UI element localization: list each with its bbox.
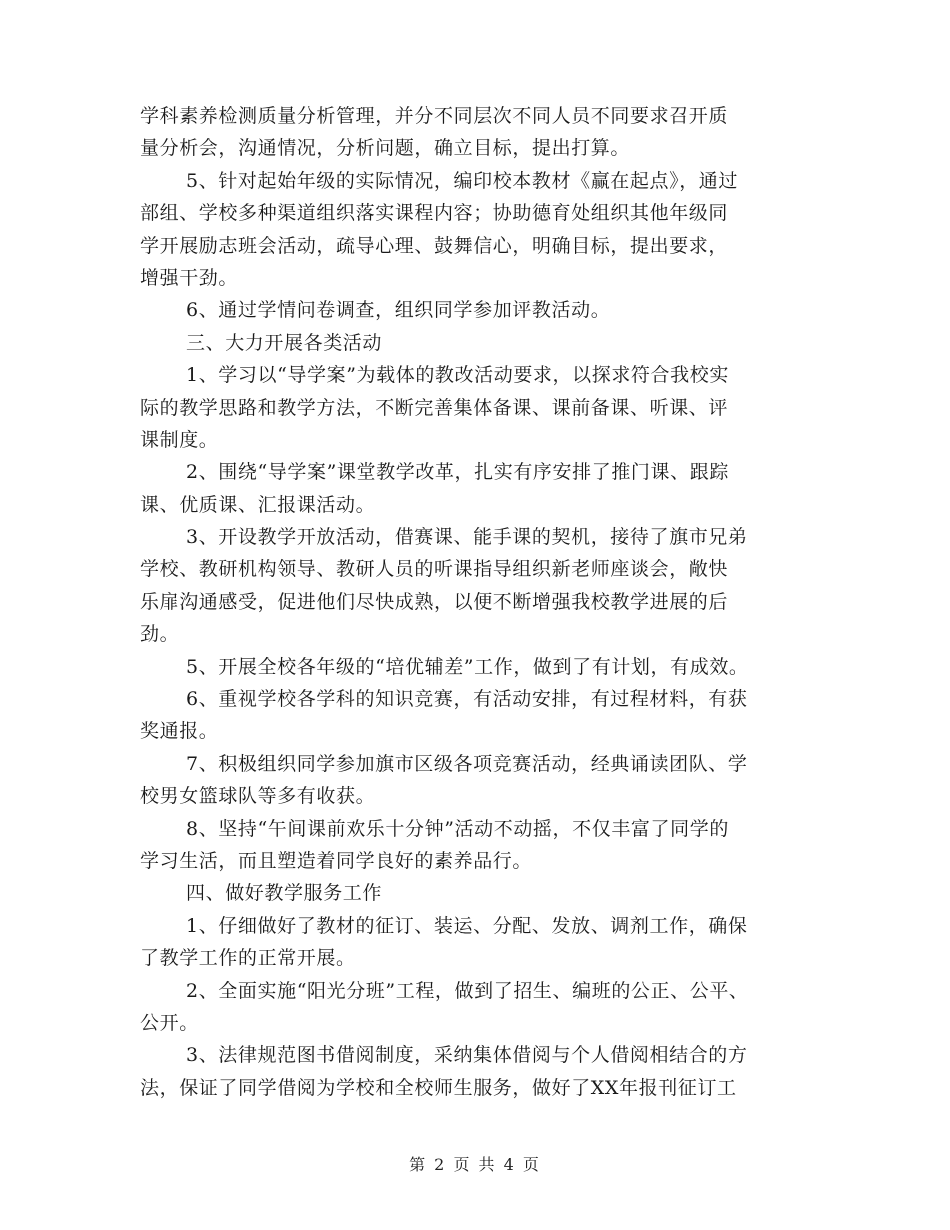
text-line: 8、坚持“午间课前欢乐十分钟”活动不动摇，不仅丰富了同学的 [186, 817, 729, 840]
text-line: 2、围绕“导学案”课堂教学改革，扎实有序安排了推门课、跟踪 [186, 461, 729, 484]
text-line: 5、开展全校各年级的“培优辅差”工作，做到了有计划，有成效。 [186, 655, 749, 678]
text-line: 课制度。 [140, 428, 219, 451]
text-line: 法，保证了同学借阅为学校和全校师生服务，做好了XX年报刊征订工 [140, 1076, 737, 1099]
text-line: 学校、教研机构领导、教研人员的听课指导组织新老师座谈会，敞快 [140, 558, 729, 581]
text-line: 量分析会，沟通情况，分析问题，确立目标，提出打算。 [140, 137, 631, 160]
text-line: 增强干劲。 [140, 266, 239, 289]
text-line: 3、法律规范图书借阅制度，采纳集体借阅与个人借阅相结合的方 [186, 1044, 748, 1067]
text-line: 部组、学校多种渠道组织落实课程内容；协助德育处组织其他年级同 [140, 202, 729, 225]
text-line: 3、开设教学开放活动，借赛课、能手课的契机，接待了旗市兄弟 [186, 526, 748, 549]
text-line: 学科素养检测质量分析管理，并分不同层次不同人员不同要求召开质 [140, 105, 729, 127]
text-line: 了教学工作的正常开展。 [140, 947, 356, 970]
text-line: 学习生活，而且塑造着同学良好的素养品行。 [140, 849, 533, 872]
text-line: 劲。 [140, 623, 180, 646]
text-line: 三、大力开展各类活动 [186, 331, 383, 354]
text-line: 2、全面实施“阳光分班”工程，做到了招生、编班的公正、公平、 [186, 979, 749, 1002]
text-line: 乐扉沟通感受，促进他们尽快成熟，以便不断增强我校教学进展的后 [140, 590, 729, 613]
text-line: 学开展励志班会活动，疏导心理、鼓舞信心，明确目标，提出要求， [140, 234, 729, 257]
text-line: 公开。 [140, 1011, 199, 1034]
text-line: 课、优质课、汇报课活动。 [140, 493, 376, 516]
text-line: 1、学习以“导学案”为载体的教改活动要求，以探求符合我校实 [186, 364, 729, 387]
page-number-footer: 第 2 页 共 4 页 [409, 1155, 541, 1174]
text-line: 1、仔细做好了教材的征订、装运、分配、发放、调剂工作，确保 [186, 914, 748, 937]
text-line: 际的教学思路和教学方法，不断完善集体备课、课前备课、听课、评 [140, 396, 729, 419]
text-line: 6、重视学校各学科的知识竞赛，有活动安排，有过程材料，有获 [186, 688, 748, 711]
document-body [140, 100, 830, 1104]
text-line: 四、做好教学服务工作 [186, 882, 383, 905]
text-line: 7、积极组织同学参加旗市区级各项竞赛活动，经典诵读团队、学 [186, 752, 748, 775]
text-line: 6、通过学情问卷调查，组织同学参加评教活动。 [186, 299, 611, 322]
text-line: 5、针对起始年级的实际情况，编印校本教材《赢在起点》，通过 [186, 169, 738, 192]
text-line: 校男女篮球队等多有收获。 [140, 785, 376, 808]
text-line: 奖通报。 [140, 720, 219, 743]
